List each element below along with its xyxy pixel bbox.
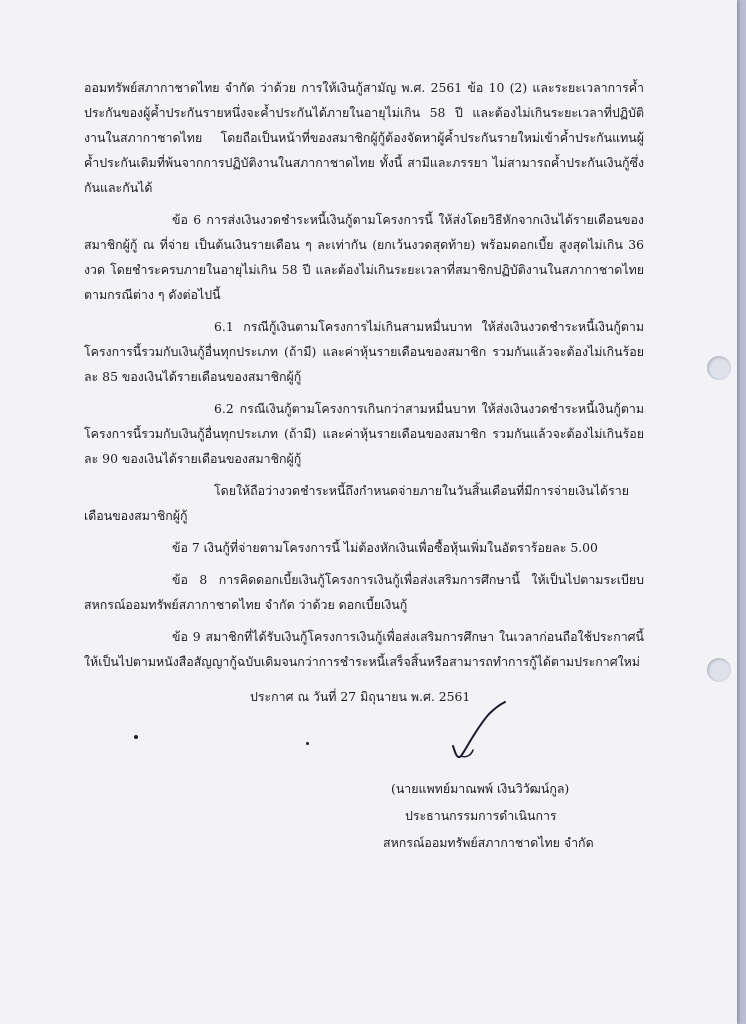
punch-hole-bottom	[707, 658, 731, 682]
paragraph-continuation: ออมทรัพย์สภากาชาดไทย จำกัด ว่าด้วย การให้เงินกู้สามัญ พ.ศ. 2561 ข้อ 10 (2) และระยะเวลาการค้ำประกันของผู้ค้ำประกันรายหนึ่งจะค้ำประกันได้ภายในอายุไม่เกิน 58 ปี และต้องไม่เกินระยะเวลาที่ปฏิบัติงานในสภากาชาดไทย โดยถือเป็นหน้าที่ของสมาชิกผู้กู้ต้องจัดหาผู้ค้ำประกันรายใหม่เข้าค้ำประกันแทนผู้ค้ำประกันเดิมที่พ้นจากการปฏิบัติงานในสภากาชาดไทย ทั้งนี้ สามีและภรรยา ไม่สามารถค้ำประกันเงินกู้ซึ่งกันและกันได้	[84, 80, 644, 195]
signatory-organization: สหกรณ์ออมทรัพย์สภากาชาดไทย จำกัด	[383, 835, 594, 850]
paragraph-clause-6: ข้อ 6 การส่งเงินงวดชำระหนี้เงินกู้ตามโครงการนี้ ให้ส่งโดยวิธีหักจากเงินได้รายเดือนของสมาชิกผู้กู้ ณ ที่จ่าย เป็นต้นเงินรายเดือน ๆ ละเท่ากัน (ยกเว้นงวดสุดท้าย) พร้อมดอกเบี้ย สูงสุดไม่เกิน 36 งวด โดยชำระครบภายในอายุไม่เกิน 58 ปี และต้องไม่เกินระยะเวลาที่สมาชิกปฏิบัติงานในสภากาชาดไทย ตามกรณีต่าง ๆ ดังต่อไปนี้	[84, 212, 644, 302]
paragraph-clause-6-2: 6.2 กรณีเงินกู้ตามโครงการเกินกว่าสามหมื่นบาท ให้ส่งเงินงวดชำระหนี้เงินกู้ตามโครงการนี้รวมกับเงินกู้อื่นทุกประเภท (ถ้ามี) และค่าหุ้นรายเดือนของสมาชิก รวมกันแล้วจะต้องไม่เกินร้อยละ 90 ของเงินได้รายเดือนของสมาชิกผู้กู้	[84, 401, 644, 466]
paragraph-due-date: โดยให้ถือว่างวดชำระหนี้ถึงกำหนดจ่ายภายในวันสิ้นเดือนที่มีการจ่ายเงินได้รายเดือนของสมาชิกผู้กู้	[84, 483, 629, 523]
paragraph-clause-6-1: 6.1 กรณีกู้เงินตามโครงการไม่เกินสามหมื่นบาท ให้ส่งเงินงวดชำระหนี้เงินกู้ตามโครงการนี้รวมกับเงินกู้อื่นทุกประเภท (ถ้ามี) และค่าหุ้นรายเดือนของสมาชิก รวมกันแล้วจะต้องไม่เกินร้อยละ 85 ของเงินได้รายเดือนของสมาชิกผู้กู้	[84, 319, 644, 384]
punch-hole-top	[707, 356, 731, 380]
announcement-date: ประกาศ ณ วันที่ 27 มิถุนายน พ.ศ. 2561	[250, 689, 471, 704]
ink-speck	[306, 742, 309, 745]
signatory-position: ประธานกรรมการดำเนินการ	[405, 808, 557, 823]
paragraph-clause-7: ข้อ 7 เงินกู้ที่จ่ายตามโครงการนี้ ไม่ต้องหักเงินเพื่อซื้อหุ้นเพิ่มในอัตราร้อยละ 5.00	[172, 540, 598, 555]
signatory-name: (นายแพทย์มาณพพ์ เงินวิวัฒน์กูล)	[391, 781, 570, 796]
ink-speck	[134, 735, 138, 739]
paragraph-clause-9: ข้อ 9 สมาชิกที่ได้รับเงินกู้โครงการเงินกู้เพื่อส่งเสริมการศึกษา ในเวลาก่อนถือใช้ประกาศนี้ ให้เป็นไปตามหนังสือสัญญากู้ฉบับเดิมจนกว่าการชำระหนี้เสร็จสิ้นหรือสามารถทำการกู้ได้ตามประกาศใหม่	[84, 629, 644, 669]
paragraph-clause-8: ข้อ 8 การคิดดอกเบี้ยเงินกู้โครงการเงินกู้เพื่อส่งเสริมการศึกษานี้ ให้เป็นไปตามระเบียบสหกรณ์ออมทรัพย์สภากาชาดไทย จำกัด ว่าด้วย ดอกเบี้ยเงินกู้	[84, 572, 644, 612]
signature-mark	[445, 700, 515, 770]
body-text	[84, 75, 644, 681]
